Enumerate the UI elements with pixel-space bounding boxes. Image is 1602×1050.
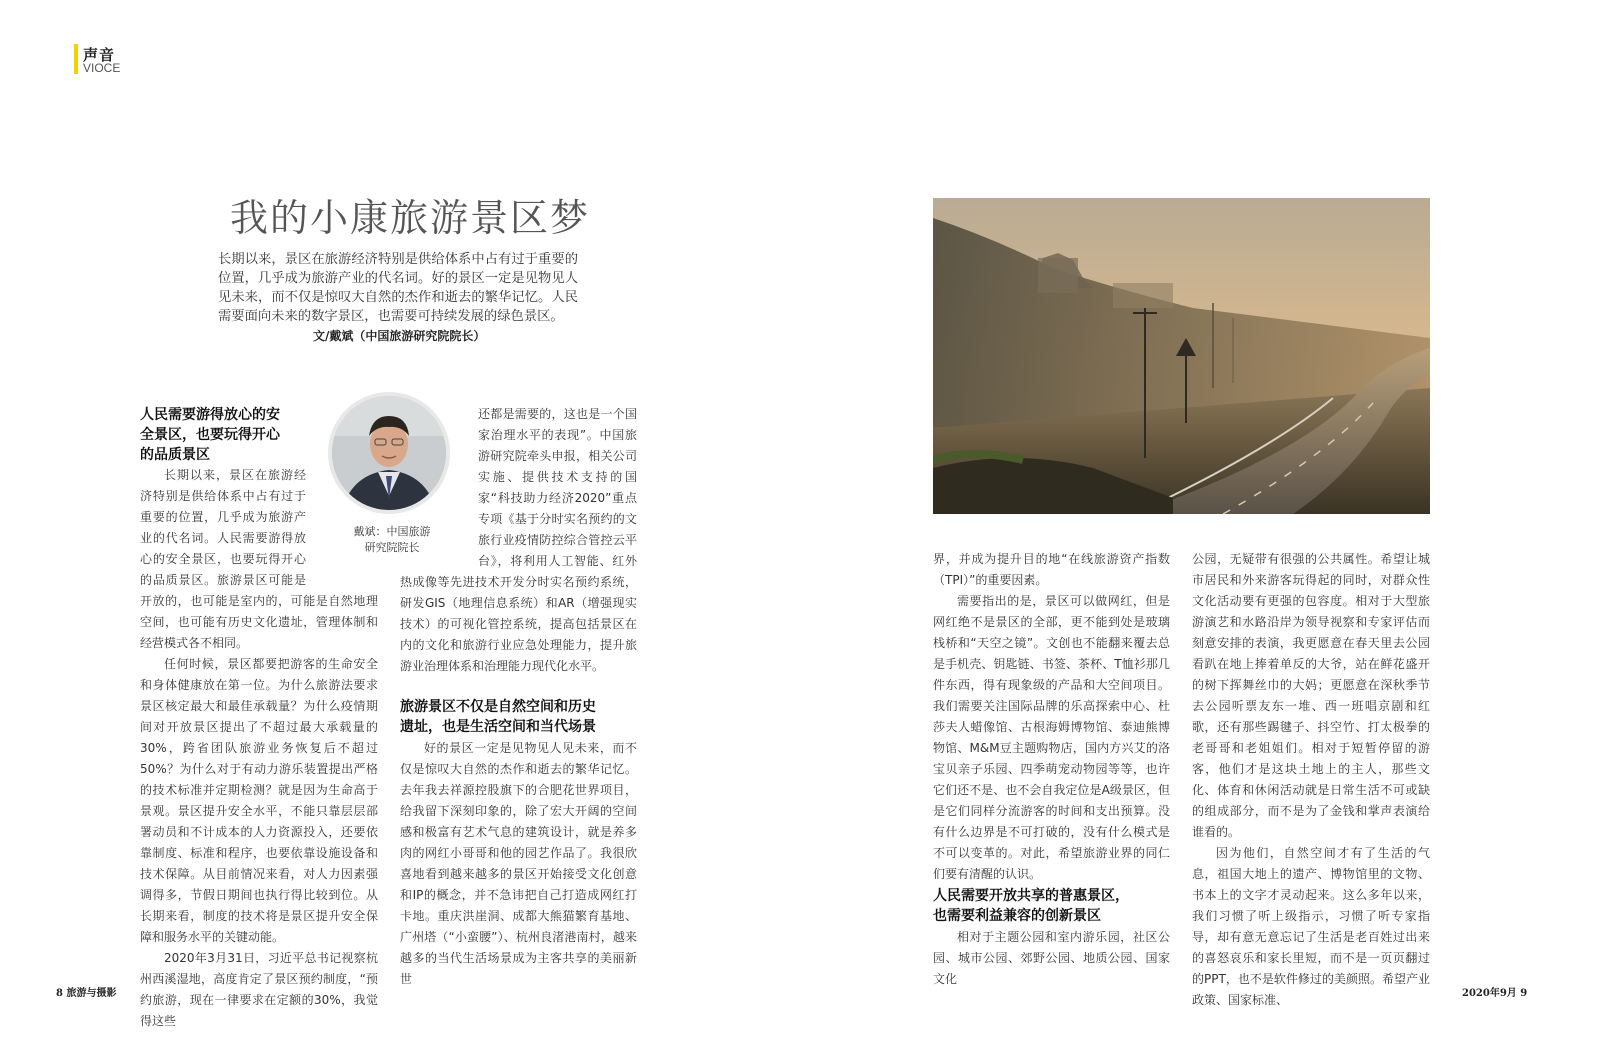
- road-landscape-photo: [933, 198, 1430, 514]
- portrait-float-spacer-2: [400, 404, 478, 552]
- col3-paragraph: 需要指出的是，景区可以做网红，但是网红绝不是景区的全部，更不能到处是玻璃栈桥和“天空之镜”。文创也不能翻来覆去总是手机壳、钥匙链、书签、茶杯、T恤衫那几件东西，得有现象级的产品和大空间项目。我们需要关注国际品牌的乐高探索中心、杜莎夫人蜡像馆、古根海姆博物馆、泰迪熊博物馆、M&M豆主题购物店，国内方兴艾的洛宝贝亲子乐园、四季萌宠动物园等等，也许它们还不是、也不会自我定位是A级景区，但是它们同样分流游客的时间和支出预算。没有什么边界是不可打破的，没有什么模式是不可以变革的。对此，希望旅游业界的同仁们要有清醒的认识。: [933, 594, 1170, 881]
- section-label-en: VIOCE: [83, 61, 121, 75]
- page-folio-right: 2020年9月 9: [1462, 988, 1528, 999]
- portrait-caption: 戴斌：中国旅游 研究院院长: [353, 525, 431, 554]
- col1-paragraph: 2020年3月31日，习近平总书记视察杭州西溪湿地，高度肯定了景区预约制度，“预约旅游，现在一律要求在定额的30%，我觉得这些: [140, 951, 378, 1028]
- section-label: 声音: [83, 46, 116, 64]
- col4-paragraph: 因为他们，自然空间才有了生活的气息，祖国大地上的遗产、博物馆里的文物、书本上的文字才灵动起来。这么多年以来，我们习惯了听上级指示，习惯了听专家指导，却有意无意忘记了生活是老百姓过出来的喜怒哀乐和家长里短，而不是一页页翻过的PPT，也不是软件修过的美颜照。希望产业政策、国家标准、: [1192, 846, 1430, 1007]
- section-marker-bar: [74, 44, 78, 74]
- column-4: [1192, 549, 1430, 1011]
- section-heading-2: 旅游景区不仅是自然空间和历史 遗址，也是生活空间和当代场景: [400, 699, 596, 735]
- column-2-top: [400, 404, 637, 677]
- col1-paragraph: 任何时候，景区都要把游客的生命安全和身体健康放在第一位。为什么旅游法要求景区核定最大和最佳承载量？为什么疫情期间对开放景区提出了不超过最大承载量的30%，跨省团队旅游业务恢复后不超过50%？为什么对于有动力游乐装置提出严格的技术标准并定期检测？就是因为生命高于景观。景区提升安全水平，不能只靠层层部署动员和不计成本的人力资源投入，还要依靠制度、标准和程序，也要依靠设施设备和技术保障。从目前情况来看，对人力因素强调得多，节假日期间也执行得比较到位。从长期来看，制度的技术将是景区提升安全保障和服务水平的关键动能。: [140, 657, 378, 944]
- column-1: [140, 465, 378, 1032]
- col4-paragraph: 公园，无疑带有很强的公共属性。希望让城市居民和外来游客玩得起的同时，对群众性文化活动要有更强的包容度。相对于大型旅游演艺和水路沿岸为领导视察和专家评估而刻意安排的表演，我更愿意在春天里去公园看趴在地上捧着单反的大爷，站在鲜花盛开的树下挥舞丝巾的大妈；更愿意在深秋季节去公园听票友东一堆、西一班唱京剧和红歌，还有那些踢毽子、抖空竹、打太极拳的老哥哥和老姐姐们。相对于短暂停留的游客，他们才是这块土地上的主人，那些文化、体育和休闲活动就是日常生活不可或缺的组成部分，而不是为了金钱和掌声表演给谁看的。: [1192, 552, 1430, 839]
- column-3-top: [933, 549, 1170, 885]
- column-2-bottom: [400, 738, 637, 990]
- col3-paragraph: 界，并成为提升目的地“在线旅游资产指数（TPI）”的重要因素。: [933, 552, 1170, 587]
- page-folio-left: 8 旅游与摄影: [56, 988, 117, 999]
- article-title: 我的小康旅游景区梦: [230, 196, 591, 240]
- section-heading-3: 人民需要开放共享的普惠景区， 也需要利益兼容的创新景区: [933, 888, 1129, 924]
- road-landscape-image: [933, 198, 1430, 514]
- column-3-bottom: [933, 927, 1170, 990]
- col2-paragraph: 还都是需要的，这也是一个国家治理水平的表现”。中国旅游研究院牵头申报，相关公司实施、提供技术支持的国家“科技助力经济2020”重点专项《基于分时实名预约的文旅行业疫情防控综合管控云平台》，将利用人工智能、红外热成像等先进技术开发分时实名预约系统，研发GIS（地理信息系统）和AR（增强现实技术）的可视化管控系统，提高包括景区在内的文化和旅游行业应急处理能力，提升旅游业治理体系和治理能力现代化水平。: [400, 407, 637, 673]
- col3-paragraph: 相对于主题公园和室内游乐园，社区公园、城市公园、郊野公园、地质公园、国家文化: [933, 930, 1170, 986]
- col1-paragraph: 长期以来，景区在旅游经济特别是供给体系中占有过于重要的位置，几乎成为旅游产业的代名词。人民需要游得放心的安全景区，也要玩得开心的品质景区。旅游景区可能是开放的，也可能是室内的，可能是自然地理空间，也可能有历史文化遗址，管理体制和经营模式各不相同。: [140, 468, 378, 650]
- article-lede: 长期以来，景区在旅游经济特别是供给体系中占有过于重要的位置，几乎成为旅游产业的代名词。好的景区一定是见物见人见未来，而不仅是惊叹大自然的杰作和逝去的繁华记忆。人民需要面向未来的数字景区，也需要可持续发展的绿色景区。: [218, 252, 578, 324]
- col2-paragraph: 好的景区一定是见物见人见未来，而不仅是惊叹大自然的杰作和逝去的繁华记忆。去年我去祥源控股旗下的合肥花世界项目，给我留下深刻印象的，除了宏大开阔的空间感和极富有艺术气息的建筑设计，就是养多肉的网红小哥哥和他的园艺作品了。我很欣喜地看到越来越多的景区开始接受文化创意和IP的概念，并不急讳把自己打造成网红打卡地。重庆洪崖洞、成都大熊猫繁育基地、广州塔（“小蛮腰”）、杭州良渚港南村，越来越多的当代生活场景成为主客共享的美丽新世: [400, 741, 637, 986]
- section-heading-1: 人民需要游得放心的安 全景区，也要玩得开心 的品质景区: [140, 407, 280, 463]
- byline: 文/戴斌（中国旅游研究院院长）: [313, 329, 486, 343]
